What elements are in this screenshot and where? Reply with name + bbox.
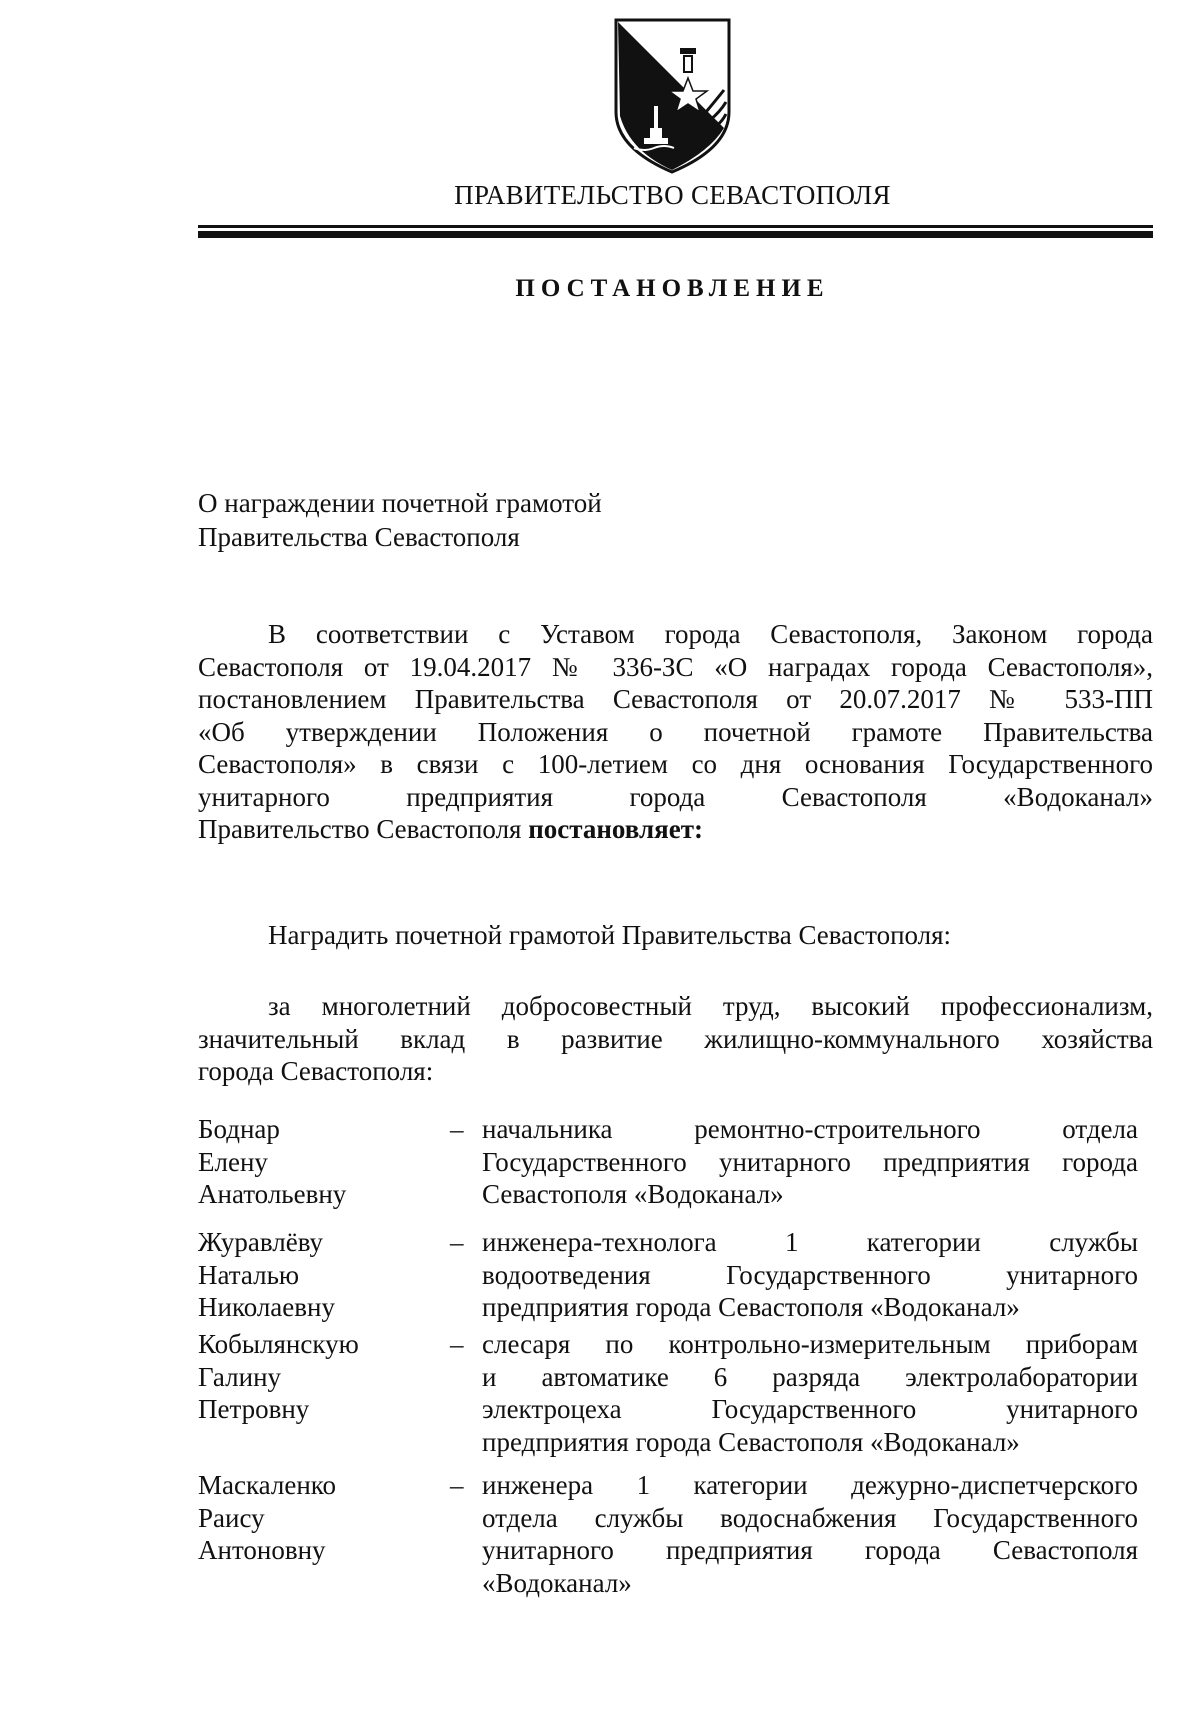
header-rule-thick	[198, 231, 1153, 238]
recipient-surname: Маскаленко	[198, 1470, 337, 1500]
decree-statement: Наградить почетной грамотой Правительства Севастополя:	[268, 920, 952, 950]
reason-line: за многолетний добросовестный труд, высокий профессионализм,	[268, 991, 1153, 1021]
recipient-name	[198, 1226, 438, 1324]
subject-line: Правительства Севастополя	[198, 522, 520, 552]
position-line: предприятия города Севастополя «Водоканал»	[482, 1292, 1020, 1322]
recipient-entry	[198, 1226, 1138, 1328]
preamble-final-bold: постановляет:	[528, 814, 703, 844]
recipient-dash: –	[450, 1329, 464, 1359]
position-line: «Водоканал»	[482, 1567, 632, 1598]
preamble-line: «Об утверждении Положения о почетной грамоте Правительства	[198, 716, 1153, 747]
award-reason-paragraph	[198, 990, 1153, 1088]
recipient-surname: Боднар	[198, 1114, 280, 1144]
preamble-line: Севастополя» в связи с 100-летием со дня основания Государственного	[198, 749, 1153, 779]
recipient-name	[198, 1113, 438, 1211]
preamble-paragraph	[198, 618, 1153, 846]
recipient-patronymic: Антоновну	[198, 1535, 326, 1565]
recipient-first-name: Раису	[198, 1502, 265, 1533]
reason-line: города Севастополя:	[198, 1056, 434, 1086]
preamble-line: постановлением Правительства Севастополя от 20.07.2017 № 533-ПП	[198, 684, 1153, 714]
recipient-dash: –	[450, 1470, 464, 1500]
position-line: электроцеха Государственного унитарного	[482, 1394, 1138, 1424]
recipient-dash: –	[450, 1227, 464, 1257]
recipient-position	[482, 1469, 1138, 1599]
preamble-line: унитарного предприятия города Севастополя «Водоканал»	[198, 781, 1153, 812]
position-line: водоотведения Государственного унитарного	[482, 1259, 1138, 1290]
recipient-first-name: Наталью	[198, 1259, 300, 1290]
recipient-first-name: Елену	[198, 1146, 268, 1177]
recipient-surname: Журавлёву	[198, 1227, 324, 1257]
recipient-entry	[198, 1113, 1138, 1226]
recipients-list	[198, 1113, 1138, 1610]
preamble-final-line	[198, 813, 1153, 846]
position-line: и автоматике 6 разряда электролаборатории	[482, 1361, 1138, 1392]
recipient-surname: Кобылянскую	[198, 1329, 359, 1359]
position-line: начальника ремонтно-строительного отдела	[482, 1114, 1138, 1144]
position-line: инженера-технолога 1 категории службы	[482, 1227, 1138, 1257]
organization-name: ПРАВИТЕЛЬСТВО СЕВАСТОПОЛЯ	[454, 180, 891, 210]
position-line: слесаря по контрольно-измерительным приборам	[482, 1329, 1138, 1359]
recipient-patronymic: Петровну	[198, 1394, 310, 1424]
preamble-line: Севастополя от 19.04.2017 № 336-ЗС «О наградах города Севастополя»,	[198, 651, 1153, 682]
header-rule-thin	[198, 225, 1153, 228]
preamble-line: В соответствии с Уставом города Севастополя, Законом города	[268, 619, 1153, 649]
sevastopol-coat-of-arms-icon	[610, 16, 735, 176]
recipient-position	[482, 1226, 1138, 1324]
position-line: предприятия города Севастополя «Водоканал»	[482, 1426, 1020, 1457]
recipient-first-name: Галину	[198, 1361, 282, 1392]
recipient-position	[482, 1113, 1138, 1211]
document-type-title: ПОСТАНОВЛЕНИЕ	[515, 275, 830, 302]
reason-line: значительный вклад в развитие жилищно-коммунального хозяйства	[198, 1023, 1153, 1054]
subject-heading	[198, 486, 602, 554]
position-line: Государственного унитарного предприятия города	[482, 1146, 1138, 1177]
position-line: Севастополя «Водоканал»	[482, 1179, 784, 1209]
preamble-final-plain: Правительство Севастополя	[198, 814, 529, 844]
position-line: унитарного предприятия города Севастополя	[482, 1535, 1138, 1565]
recipient-name	[198, 1328, 438, 1426]
recipient-patronymic: Николаевну	[198, 1292, 335, 1322]
subject-line: О награждении почетной грамотой	[198, 488, 602, 518]
position-line: отдела службы водоснабжения Государственного	[482, 1502, 1138, 1533]
recipient-name	[198, 1469, 438, 1567]
recipient-patronymic: Анатольевну	[198, 1179, 347, 1209]
recipient-dash: –	[450, 1114, 464, 1144]
recipient-entry	[198, 1469, 1138, 1610]
position-line: инженера 1 категории дежурно-диспетчерского	[482, 1470, 1138, 1500]
recipient-entry	[198, 1328, 1138, 1469]
recipient-position	[482, 1328, 1138, 1458]
